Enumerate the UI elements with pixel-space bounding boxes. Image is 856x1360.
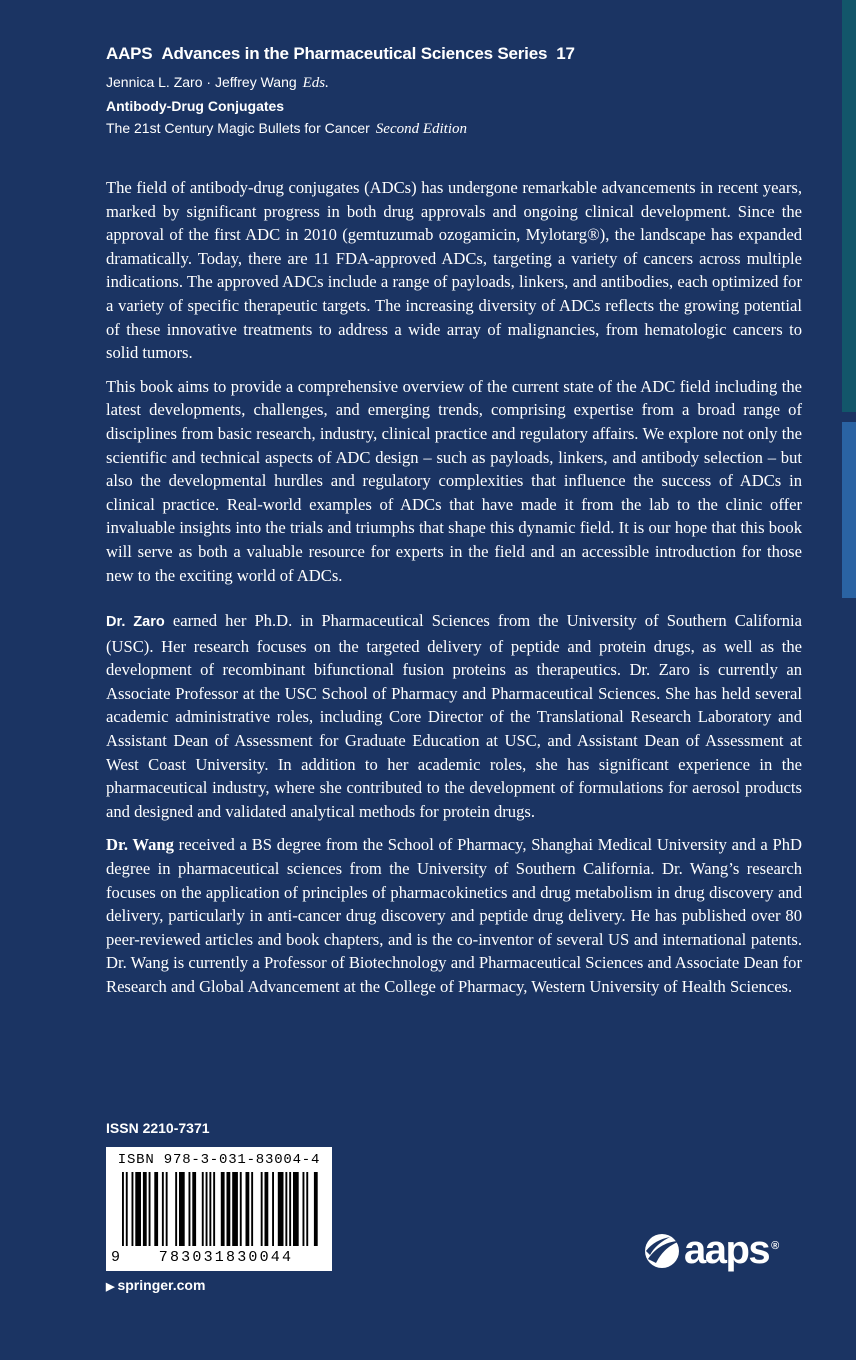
issn: ISSN 2210-7371 [106, 1120, 210, 1136]
editors-line [106, 74, 584, 92]
aaps-logo [684, 1228, 778, 1273]
series-publisher: AAPS [106, 44, 153, 63]
bio-wang-text: received a BS degree from the School of Pharmacy, Shanghai Medical University and a PhD degree in pharmaceutical sciences from the University of Southern California. Dr. Wang’s research focuses on the application of principles of pharmacokinetics and drug metabolism in drug discovery and delivery, particularly in anti-cancer drug discovery and peptide drug delivery. He has published over 80 peer-reviewed articles and book chapters, and is the co-inventor of several US and international patents. Dr. Wang is currently a Professor of Biotechnology and Pharmaceutical Sciences and Associate Dean for Research and Global Advancement at the College of Pharmacy, Western University of Health Sciences. [106, 835, 802, 996]
bio-zaro-name: Dr. Zaro [106, 614, 165, 631]
series-line [106, 44, 584, 64]
aaps-logo-text: aaps [684, 1228, 770, 1272]
bio-wang-name: Dr. Wang [106, 835, 174, 855]
blurb-paragraph-1: The field of antibody-drug conjugates (ADCs) has undergone remarkable advancements in recent years, marked by significant progress in both drug approvals and ongoing clinical development. Since the approval of the first ADC in 2010 (gemtuzumab ozogamicin, Mylotarg®), the landscape has expanded dramatically. Today, there are 11 FDA-approved ADCs, targeting a variety of cancers across multiple indications. The approved ADCs include a range of payloads, linkers, and antibodies, each optimized for a variety of specific therapeutic targets. The increasing diversity of ADCs reflects the growing potential of these innovative treatments to address a wide array of malignancies, from hematologic cancers to solid tumors. [106, 178, 802, 363]
book-title: Antibody-Drug Conjugates [106, 98, 285, 114]
spine-edge-blue [842, 422, 856, 598]
bio-wang [106, 833, 802, 998]
ean-first-digit: 9 [111, 1249, 121, 1266]
barcode-image [120, 1172, 320, 1256]
barcode-box [106, 1147, 332, 1271]
ean-digits: 783031830044 [158, 1249, 294, 1266]
series-name: Advances in the Pharmaceutical Sciences Series [161, 44, 548, 63]
book-subtitle: The 21st Century Magic Bullets for Cancer [106, 120, 370, 136]
aaps-swoosh-icon [644, 1233, 682, 1269]
publisher-website[interactable] [106, 1277, 205, 1293]
bio-zaro-text: earned her Ph.D. in Pharmaceutical Sciences from the University of Southern California (USC). Her research focuses on the targeted delivery of peptide and protein drugs, as well as the development of recombinant bifunctional fusion proteins as therapeutics. Dr. Zaro is currently an Associate Professor at the USC School of Pharmacy and Pharmaceutical Sciences. She has held several academic administrative roles, including Core Director of the Translational Research Laboratory and Assistant Dean of Assessment for Graduate Education at USC, and Assistant Dean of Assessment at West Coast University. In addition to her academic roles, she has significant experience in the pharmaceutical industry, where she contributed to the development of formulations for aerosol products and designed and validated analytical methods for protein drugs. [106, 611, 802, 821]
series-number: 17 [556, 44, 575, 63]
spine-edge-teal [842, 0, 856, 412]
bio-zaro [106, 609, 802, 823]
editors: Jennica L. Zaro · Jeffrey Wang [106, 74, 297, 90]
blurb [106, 176, 802, 1009]
aaps-registered-mark: ® [771, 1239, 778, 1252]
blurb-paragraph-2: This book aims to provide a comprehensive overview of the current state of the ADC field including the latest developments, challenges, and emerging trends, comprising expertise from a broad range of disciplines from basic research, industry, clinical practice and regulatory affairs. We explore not only the scientific and technical aspects of ADC design – such as payloads, linkers, and antibody selection – but also the developmental hurdles and regulatory complexities that influence the success of ADCs in clinical practice. Real-world examples of ADCs that have made it from the lab to the clinic offer invaluable insights into the trials and triumphs that shape this dynamic field. It is our hope that this book will serve as both a valuable resource for experts in the field and an accessible introduction for those new to the exciting world of ADCs. [106, 376, 802, 585]
book-header [106, 44, 584, 138]
arrow-icon: ▶ [106, 1281, 115, 1293]
isbn-text: ISBN 978-3-031-83004-4 [117, 1152, 321, 1168]
edition: Second Edition [375, 121, 468, 137]
website-text: springer.com [117, 1277, 206, 1293]
editors-suffix: Eds. [302, 75, 329, 91]
subtitle-line [106, 120, 584, 138]
